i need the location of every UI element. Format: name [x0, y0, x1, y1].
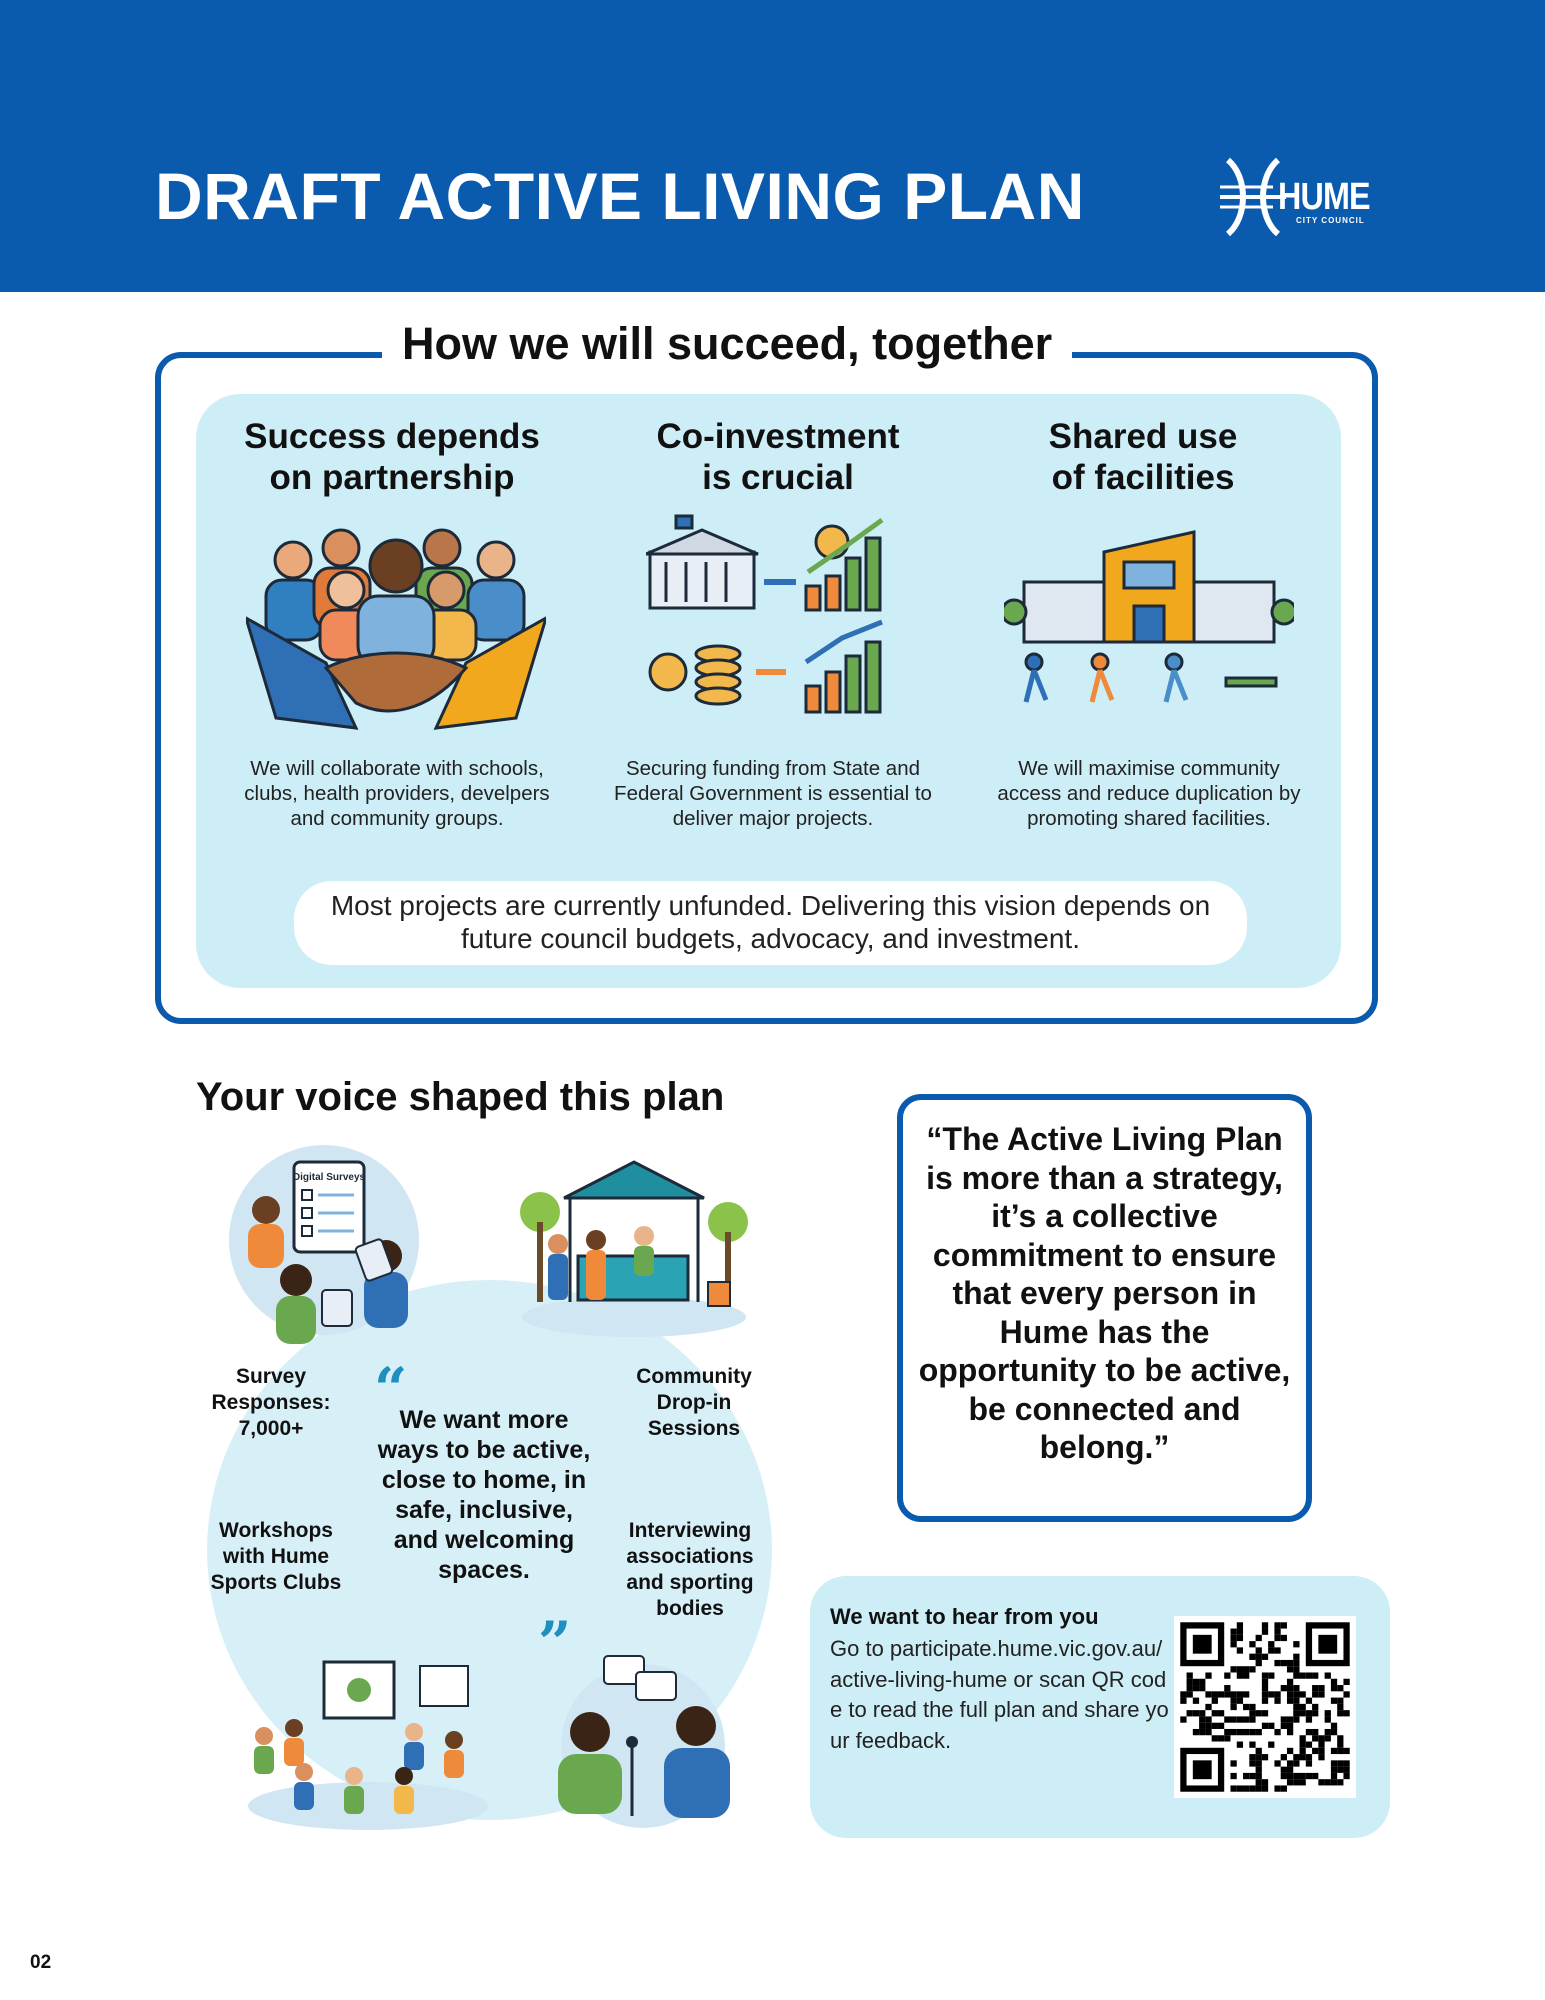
partnership-heading-line1: Success depends	[244, 417, 540, 456]
coinvestment-heading-line2: is crucial	[702, 458, 854, 497]
coinvestment-heading-line1: Co-investment	[656, 417, 900, 456]
voice-heading: Your voice shaped this plan	[196, 1075, 725, 1119]
logo-wordmark: HUME	[1278, 176, 1370, 218]
pull-quote-box	[897, 1094, 1312, 1522]
shared-use-description: We will maximise community access and reduce duplication by promoting shared facilities.	[997, 757, 1301, 830]
feedback-body: Go to participate.hume.vic.gov.au/ active-living-hume or scan QR code to read the full plan and share your feedback.	[830, 1636, 1169, 1753]
dropin-sessions-label: Community Drop-in Sessions	[636, 1365, 752, 1440]
survey-responses-label: Survey Responses: 7,000+	[211, 1365, 331, 1440]
logo-subtitle: CITY COUNCIL	[1296, 216, 1365, 225]
shared-use-heading-line1: Shared use	[1048, 417, 1238, 456]
interviews-label: Interviewing associations and sporting bodies	[626, 1519, 754, 1620]
funding-note: Most projects are currently unfunded. Delivering this vision depends on future council budgets, advocacy, and investment.	[294, 881, 1247, 965]
open-quote-icon: “	[374, 1355, 408, 1423]
feedback-heading: We want to hear from you	[830, 1604, 1099, 1629]
shared-facility-icon	[1004, 522, 1294, 706]
coinvestment-description: Securing funding from State and Federal Government is essential to deliver major projects.	[614, 757, 932, 830]
qr-code-icon[interactable]	[1174, 1616, 1356, 1798]
community-quote: We want more ways to be active, close to home, in safe, inclusive, and welcoming spaces.	[377, 1406, 591, 1584]
feedback-panel	[810, 1576, 1390, 1838]
partnership-heading	[202, 416, 582, 498]
digital-survey-illustration	[226, 1140, 422, 1350]
close-quote-icon: ”	[538, 1609, 572, 1677]
shared-use-heading-line2: of facilities	[1051, 458, 1235, 497]
interview-illustration	[548, 1646, 738, 1832]
handshake-people-icon	[246, 518, 546, 736]
coinvestment-heading	[588, 416, 968, 498]
hume-logo	[1218, 152, 1398, 242]
workshop-illustration	[244, 1656, 492, 1832]
government-funding-icon	[646, 512, 900, 722]
shared-use-heading	[953, 416, 1333, 498]
partnership-description: We will collaborate with schools, clubs, health providers, develpers and community groups.	[244, 757, 550, 830]
digital-surveys-label: Digital Surveys	[292, 1172, 366, 1183]
page-number: 02	[30, 1952, 52, 1973]
page-title: DRAFT ACTIVE LIVING PLAN	[155, 159, 1085, 233]
pull-quote-text: “The Active Living Plan is more than a strategy, it’s a collective commitment to ensure that every person in Hume has the opportunity to be active, be connected and belong.”	[918, 1121, 1291, 1465]
succeed-heading: How we will succeed, together	[382, 318, 1072, 370]
dropin-session-illustration	[518, 1152, 750, 1340]
header-banner	[0, 0, 1545, 292]
partnership-heading-line2: on partnership	[269, 458, 515, 497]
workshops-label: Workshops with Hume Sports Clubs	[210, 1519, 342, 1594]
